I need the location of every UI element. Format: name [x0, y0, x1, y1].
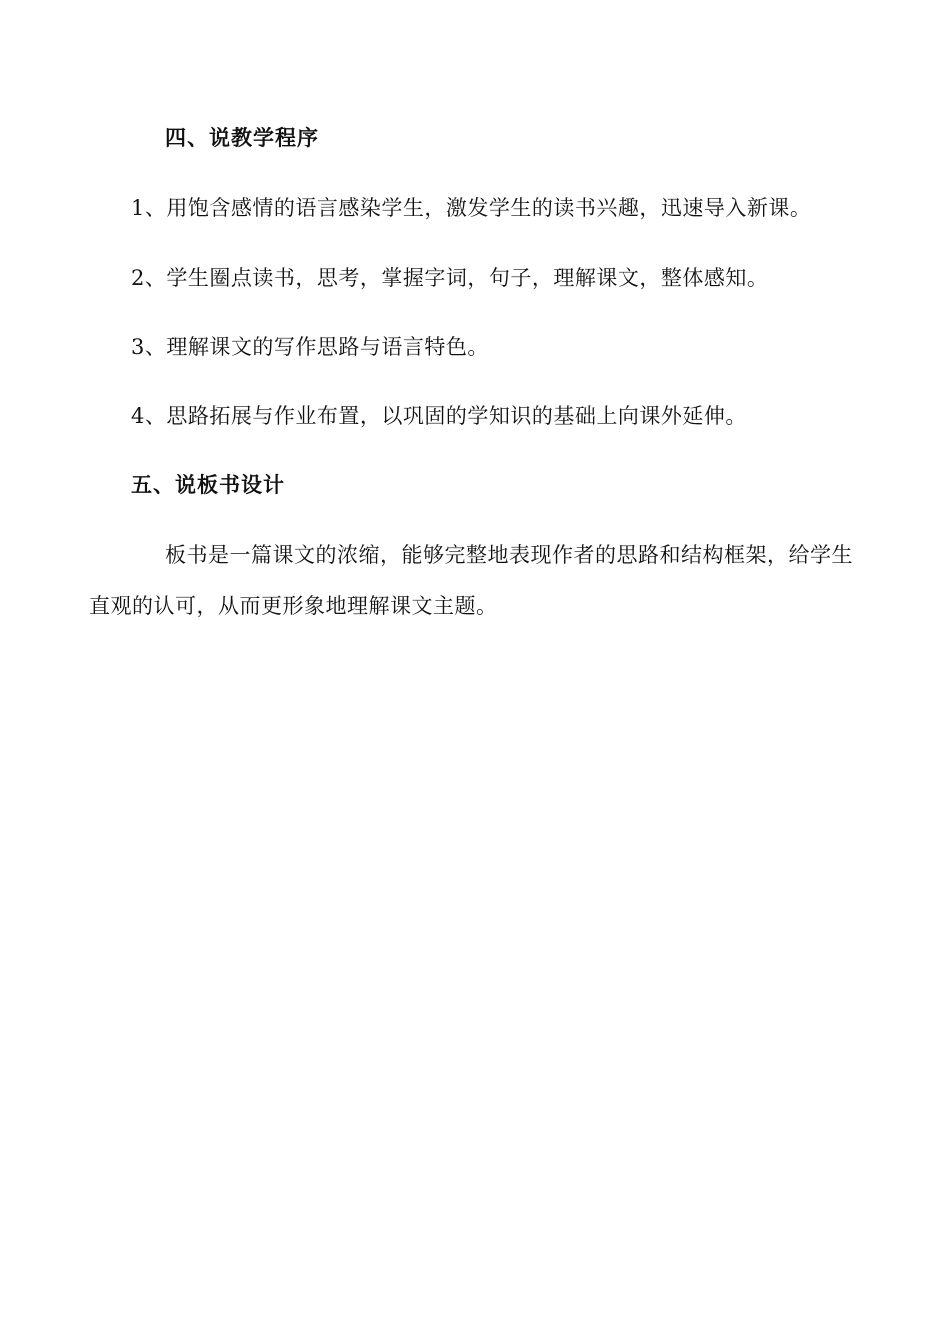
- section-4-item-1: 1、用饱含感情的语言感染学生，激发学生的读书兴趣，迅速导入新课。: [131, 196, 812, 220]
- section-5-paragraph-line-2: 直观的认可，从而更形象地理解课文主题。: [89, 594, 498, 618]
- section-5-heading: 五、说板书设计: [131, 473, 285, 497]
- section-4-item-3: 3、理解课文的写作思路与语言特色。: [131, 335, 489, 359]
- section-4-item-4: 4、思路拓展与作业布置，以巩固的学知识的基础上向课外延伸。: [131, 404, 747, 428]
- section-4-heading: 四、说教学程序: [165, 126, 319, 150]
- section-4-item-2: 2、学生圈点读书，思考，掌握字词，句子，理解课文，整体感知。: [131, 266, 769, 290]
- section-5-paragraph-line-1: 板书是一篇课文的浓缩，能够完整地表现作者的思路和结构框架，给学生: [165, 543, 853, 567]
